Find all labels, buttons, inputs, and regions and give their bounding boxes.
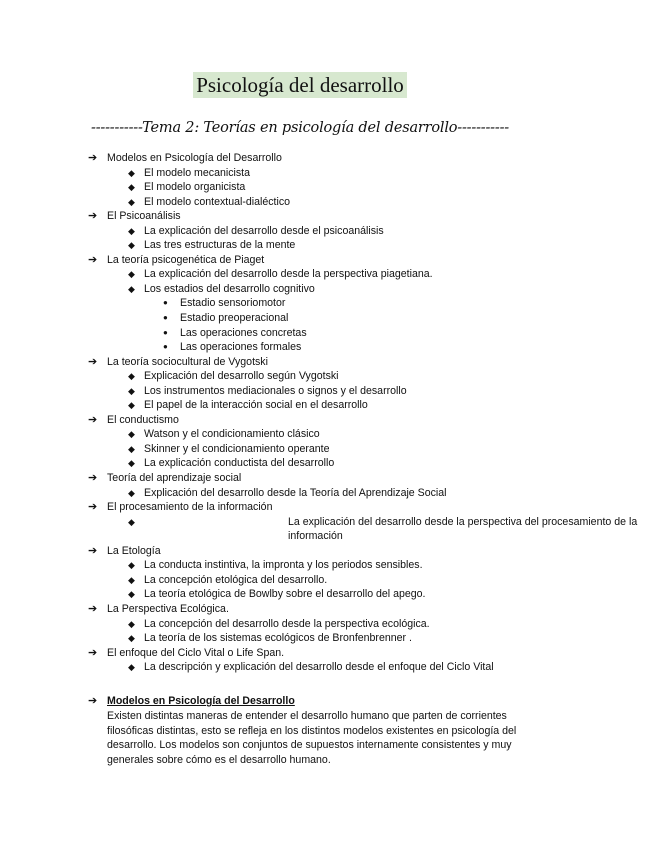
outline-item-label: El enfoque del Ciclo Vital o Life Span. <box>107 646 285 659</box>
diamond-bullet-icon: ◆ <box>128 516 135 527</box>
section-paragraph: Existen distintas maneras de entender el desarrollo humano que parten de corrientes filosóficas distintas, esto se refleja en los distintos modelos existentes en psicología del desarrollo. Los modelos son conjuntos de supuestos internamente consistentes y muy generales sobre cómo es el desarrollo humano. <box>107 710 517 766</box>
outline-subitem <box>0 398 600 413</box>
arrow-bullet-icon: ➔ <box>88 413 98 426</box>
outline-item-label: La teoría etológica de Bowlby sobre el desarrollo del apego. <box>144 588 426 601</box>
outline-item <box>0 355 600 370</box>
outline-item-label: El conductismo <box>107 413 179 426</box>
outline-item-label: El procesamiento de la información <box>107 501 273 514</box>
outline-list <box>0 151 638 675</box>
diamond-bullet-icon: ◆ <box>128 443 135 454</box>
outline-subitem <box>0 456 600 471</box>
outline-item <box>0 209 600 224</box>
outline-subitem <box>0 442 600 457</box>
outline-subitem <box>0 238 600 253</box>
outline-subitem <box>0 515 638 544</box>
outline-subitem <box>0 384 600 399</box>
outline-item <box>0 471 600 486</box>
outline-item-label: El Psicoanálisis <box>107 210 181 223</box>
diamond-bullet-icon: ◆ <box>128 225 135 236</box>
outline-item <box>0 253 600 268</box>
outline-item-label: La explicación del desarrollo desde el psicoanálisis <box>144 224 384 237</box>
outline-item-label: La explicación del desarrollo desde la perspectiva piagetiana. <box>144 268 433 281</box>
arrow-bullet-icon: ➔ <box>88 646 98 659</box>
diamond-bullet-icon: ◆ <box>128 240 135 251</box>
diamond-bullet-icon: ◆ <box>128 167 135 178</box>
outline-subitem <box>0 573 600 588</box>
outline-item-label: La descripción y explicación del desarrollo desde el enfoque del Ciclo Vital <box>144 661 494 674</box>
outline-item <box>0 151 600 166</box>
outline-item-label: La explicación conductista del desarrollo <box>144 457 335 470</box>
outline-item-label: La Etología <box>107 544 161 557</box>
diamond-bullet-icon: ◆ <box>128 618 135 629</box>
outline-item-label: Las operaciones formales <box>180 341 302 354</box>
outline-item <box>0 544 600 559</box>
outline-item-label: Los instrumentos mediacionales o signos y el desarrollo <box>144 384 407 397</box>
diamond-bullet-icon: ◆ <box>128 182 135 193</box>
outline-subitem <box>0 369 600 384</box>
outline-item-label: La concepción etológica del desarrollo. <box>144 573 328 586</box>
outline-subitem <box>0 486 600 501</box>
diamond-bullet-icon: ◆ <box>128 283 135 294</box>
outline-item-label: Explicación del desarrollo según Vygotski <box>144 370 339 383</box>
section-heading-row <box>0 694 600 709</box>
outline-item-label: Modelos en Psicología del Desarrollo <box>107 152 282 164</box>
outline-subitem <box>0 267 600 282</box>
outline-subsubitem <box>0 326 600 341</box>
outline-item-label: Estadio sensoriomotor <box>180 297 286 310</box>
diamond-bullet-icon: ◆ <box>128 560 135 571</box>
arrow-bullet-icon: ➔ <box>88 695 98 707</box>
dot-bullet-icon: ● <box>163 313 168 323</box>
outline-item <box>0 602 600 617</box>
outline-item-label: La Perspectiva Ecológica. <box>107 602 229 615</box>
outline-subitem <box>0 282 600 297</box>
outline-subsubitem <box>0 311 600 326</box>
outline-item-label: El modelo mecanicista <box>144 166 250 179</box>
outline-item-label: Los estadios del desarrollo cognitivo <box>144 282 315 295</box>
diamond-bullet-icon: ◆ <box>128 662 135 673</box>
outline-subitem <box>0 180 600 195</box>
arrow-bullet-icon: ➔ <box>88 253 98 266</box>
outline-subsubitem <box>0 296 600 311</box>
outline-subitem <box>0 558 600 573</box>
dot-bullet-icon: ● <box>163 342 168 352</box>
arrow-bullet-icon: ➔ <box>88 472 98 485</box>
outline-item <box>0 413 600 428</box>
arrow-bullet-icon: ➔ <box>88 152 98 164</box>
dot-bullet-icon: ● <box>163 327 168 337</box>
diamond-bullet-icon: ◆ <box>128 589 135 600</box>
outline-item-label: La concepción del desarrollo desde la perspectiva ecológica. <box>144 617 430 630</box>
outline-item-label: La explicación del desarrollo desde la perspectiva del procesamiento de la información <box>288 515 638 543</box>
diamond-bullet-icon: ◆ <box>128 633 135 644</box>
diamond-bullet-icon: ◆ <box>128 400 135 411</box>
diamond-bullet-icon: ◆ <box>128 458 135 469</box>
outline-item-label: Estadio preoperacional <box>180 312 289 325</box>
outline-subitem <box>0 224 600 239</box>
diamond-bullet-icon: ◆ <box>128 385 135 396</box>
outline-subitem <box>0 587 600 602</box>
diamond-bullet-icon: ◆ <box>128 574 135 585</box>
arrow-bullet-icon: ➔ <box>88 210 98 223</box>
outline-subsubitem <box>0 340 600 355</box>
outline-item-label: El modelo organicista <box>144 181 246 194</box>
section-heading: Modelos en Psicología del Desarrollo <box>107 695 295 707</box>
outline-item-label: Explicación del desarrollo desde la Teoría del Aprendizaje Social <box>144 486 447 499</box>
section-models <box>0 694 600 767</box>
dot-bullet-icon: ● <box>163 298 168 308</box>
title-wrapper <box>0 72 600 98</box>
outline-item-label: Skinner y el condicionamiento operante <box>144 442 330 455</box>
outline-item-label: Teoría del aprendizaje social <box>107 472 242 485</box>
outline-subitem <box>0 631 600 646</box>
diamond-bullet-icon: ◆ <box>128 196 135 207</box>
arrow-bullet-icon: ➔ <box>88 544 98 557</box>
outline-item-label: El modelo contextual-dialéctico <box>144 195 291 208</box>
outline-subitem <box>0 166 600 181</box>
diamond-bullet-icon: ◆ <box>128 429 135 440</box>
outline-item-label: La teoría psicogenética de Piaget <box>107 253 265 266</box>
outline-subitem <box>0 427 600 442</box>
page-title: Psicología del desarrollo <box>193 72 407 98</box>
diamond-bullet-icon: ◆ <box>128 269 135 280</box>
outline-item-label: Watson y el condicionamiento clásico <box>144 428 320 441</box>
outline-item-label: La teoría sociocultural de Vygotski <box>107 355 268 368</box>
arrow-bullet-icon: ➔ <box>88 501 98 514</box>
arrow-bullet-icon: ➔ <box>88 355 98 368</box>
outline-subitem <box>0 660 600 675</box>
outline-subitem <box>0 195 600 210</box>
outline-item-label: Las tres estructuras de la mente <box>144 239 296 252</box>
arrow-bullet-icon: ➔ <box>88 602 98 615</box>
diamond-bullet-icon: ◆ <box>128 487 135 498</box>
outline-item-label: El papel de la interacción social en el desarrollo <box>144 399 368 412</box>
outline-item-label: La conducta instintiva, la impronta y los periodos sensibles. <box>144 559 423 572</box>
outline-item <box>0 500 600 515</box>
outline-item-label: Las operaciones concretas <box>180 326 307 339</box>
outline-item-label: La teoría de los sistemas ecológicos de Bronfenbrenner . <box>144 632 412 645</box>
outline-subitem <box>0 617 600 632</box>
topic-heading: -----------Tema 2: Teorías en psicología del desarrollo----------- <box>91 120 509 136</box>
diamond-bullet-icon: ◆ <box>128 371 135 382</box>
outline-item <box>0 646 600 661</box>
